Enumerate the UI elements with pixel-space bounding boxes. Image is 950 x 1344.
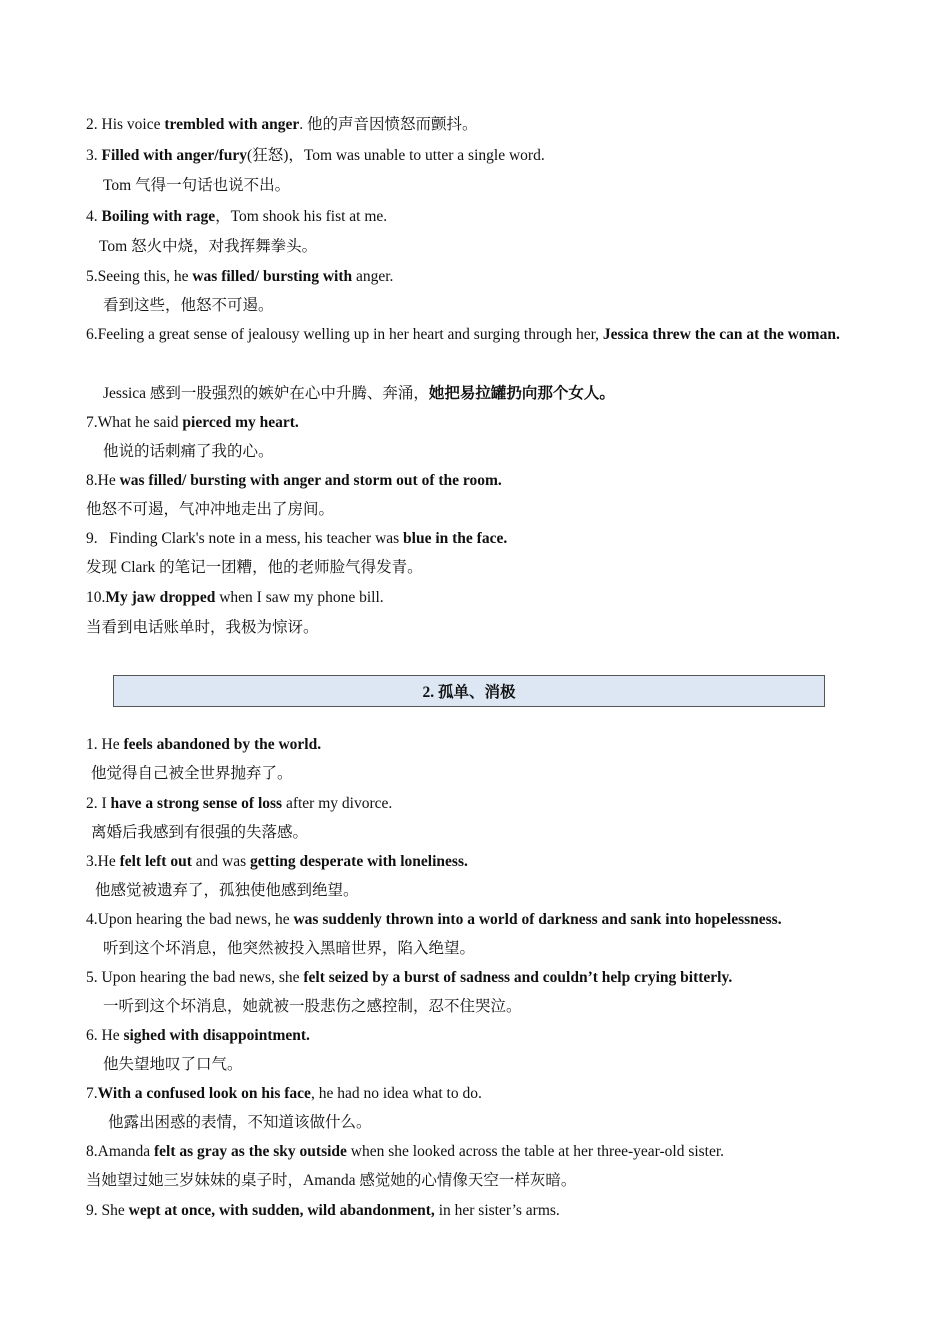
- s2-sentence-4: [86, 910, 864, 930]
- bold-phrase: felt left out: [119, 853, 192, 870]
- text: 6.Feeling a great sense of jealousy welling up in her heart and surging through her,: [86, 326, 603, 343]
- bold-phrase: felt seized by a burst of sadness and couldn’t help crying bitterly.: [303, 969, 733, 986]
- text: and was: [191, 853, 251, 870]
- bold-phrase: sighed with disappointment.: [123, 1027, 310, 1044]
- sentence-5: [86, 267, 864, 287]
- text: 1. He: [86, 736, 124, 753]
- section-title: 2. 孤单、消极: [422, 684, 516, 701]
- text: 3.He: [86, 853, 120, 870]
- text: , he had no idea what to do.: [310, 1085, 482, 1102]
- sentence-4: [86, 207, 864, 227]
- translation-6: [103, 384, 864, 404]
- text: 5. Upon hearing the bad news, she: [86, 969, 304, 986]
- text: ，Tom shook his fist at me.: [215, 208, 388, 225]
- text: 4.Upon hearing the bad news, he: [86, 911, 294, 928]
- s2-translation-4: 听到这个坏消息，他突然被投入黑暗世界，陷入绝望。: [103, 940, 476, 957]
- text: . 他的声音因愤怒而颤抖。: [299, 116, 478, 133]
- bold-phrase: With a confused look on his face: [97, 1085, 311, 1102]
- bold-phrase: Filled with anger/fury: [101, 147, 248, 164]
- text: 7.: [86, 1085, 98, 1102]
- bold-phrase: have a strong sense of loss: [110, 795, 283, 812]
- translation-7: 他说的话刺痛了我的心。: [103, 443, 274, 460]
- bold-phrase: My jaw dropped: [105, 589, 216, 606]
- text: 10.: [86, 589, 106, 606]
- sentence-3: [86, 146, 864, 166]
- text: 2. His voice: [86, 116, 165, 133]
- s2-sentence-3: [86, 852, 864, 872]
- text: 4.: [86, 208, 102, 225]
- s2-sentence-1: [86, 735, 864, 755]
- bold-phrase: Jessica threw the can at the woman.: [602, 326, 840, 343]
- text: (狂怒)，Tom was unable to utter a single word.: [247, 147, 545, 164]
- text: 9. She: [86, 1202, 129, 1219]
- s2-sentence-2: [86, 794, 864, 814]
- text: 6. He: [86, 1027, 124, 1044]
- sentence-7: [86, 413, 864, 433]
- text: in her sister’s arms.: [434, 1202, 560, 1219]
- s2-sentence-6: [86, 1026, 864, 1046]
- text: 8.Amanda: [86, 1143, 155, 1160]
- text: when I saw my phone bill.: [215, 589, 384, 606]
- bold-phrase: was filled/ bursting with anger and storm out of the room.: [119, 472, 502, 489]
- bold-phrase: getting desperate with loneliness.: [250, 853, 468, 870]
- text: 9. Finding Clark's note in a mess, his teacher was: [86, 530, 404, 547]
- bold-phrase: felt as gray as the sky outside: [154, 1143, 347, 1160]
- text: 2. I: [86, 795, 111, 812]
- text: anger.: [352, 268, 394, 285]
- text: after my divorce.: [282, 795, 393, 812]
- text: 3.: [86, 147, 102, 164]
- bold-phrase: wept at once, with sudden, wild abandonment,: [128, 1202, 435, 1219]
- s2-translation-8: 当她望过她三岁妹妹的桌子时，Amanda 感觉她的心情像天空一样灰暗。: [86, 1172, 577, 1189]
- translation-9: 发现 Clark 的笔记一团糟，他的老师脸气得发青。: [86, 559, 423, 576]
- s2-sentence-5: [86, 968, 864, 988]
- sentence-6: [86, 320, 864, 349]
- s2-sentence-8: [86, 1142, 864, 1162]
- sentence-10: [86, 588, 864, 608]
- translation-10: 当看到电话账单时，我极为惊讶。: [86, 619, 319, 636]
- s2-translation-5: 一听到这个坏消息，她就被一股悲伤之感控制，忍不住哭泣。: [103, 998, 522, 1015]
- s2-translation-7: 他露出困惑的表情，不知道该做什么。: [108, 1114, 372, 1131]
- s2-translation-6: 他失望地叹了口气。: [103, 1056, 243, 1073]
- translation-8: 他怒不可遏，气冲冲地走出了房间。: [86, 501, 335, 518]
- text: 8.He: [86, 472, 120, 489]
- text: when she looked across the table at her three-year-old sister.: [346, 1143, 725, 1160]
- section-heading: [113, 675, 825, 707]
- text: 5.Seeing this, he: [86, 268, 193, 285]
- bold-phrase: was filled/ bursting with: [192, 268, 353, 285]
- bold-phrase: was suddenly thrown into a world of darkness and sank into hopelessness.: [293, 911, 782, 928]
- translation-5: 看到这些，他怒不可遏。: [103, 297, 274, 314]
- bold-phrase: trembled with anger: [164, 116, 300, 133]
- translation-3: Tom 气得一句话也说不出。: [103, 177, 291, 194]
- bold-phrase: blue in the face.: [403, 530, 508, 547]
- bold-phrase: 她把易拉罐扔向那个女人。: [428, 385, 615, 402]
- bold-phrase: pierced my heart.: [182, 414, 299, 431]
- s2-sentence-7: [86, 1084, 864, 1104]
- text: Jessica 感到一股强烈的嫉妒在心中升腾、奔涌，: [103, 385, 429, 402]
- bold-phrase: Boiling with rage: [101, 208, 216, 225]
- sentence-8: [86, 471, 864, 491]
- s2-sentence-9: [86, 1201, 864, 1221]
- sentence-2: [86, 115, 864, 135]
- s2-translation-1: 他觉得自己被全世界抛弃了。: [91, 765, 293, 782]
- translation-4: Tom 怒火中烧，对我挥舞拳头。: [99, 238, 318, 255]
- s2-translation-3: 他感觉被遗弃了，孤独使他感到绝望。: [95, 882, 359, 899]
- bold-phrase: feels abandoned by the world.: [123, 736, 322, 753]
- text: 7.What he said: [86, 414, 183, 431]
- sentence-9: [86, 529, 864, 549]
- s2-translation-2: 离婚后我感到有很强的失落感。: [91, 824, 309, 841]
